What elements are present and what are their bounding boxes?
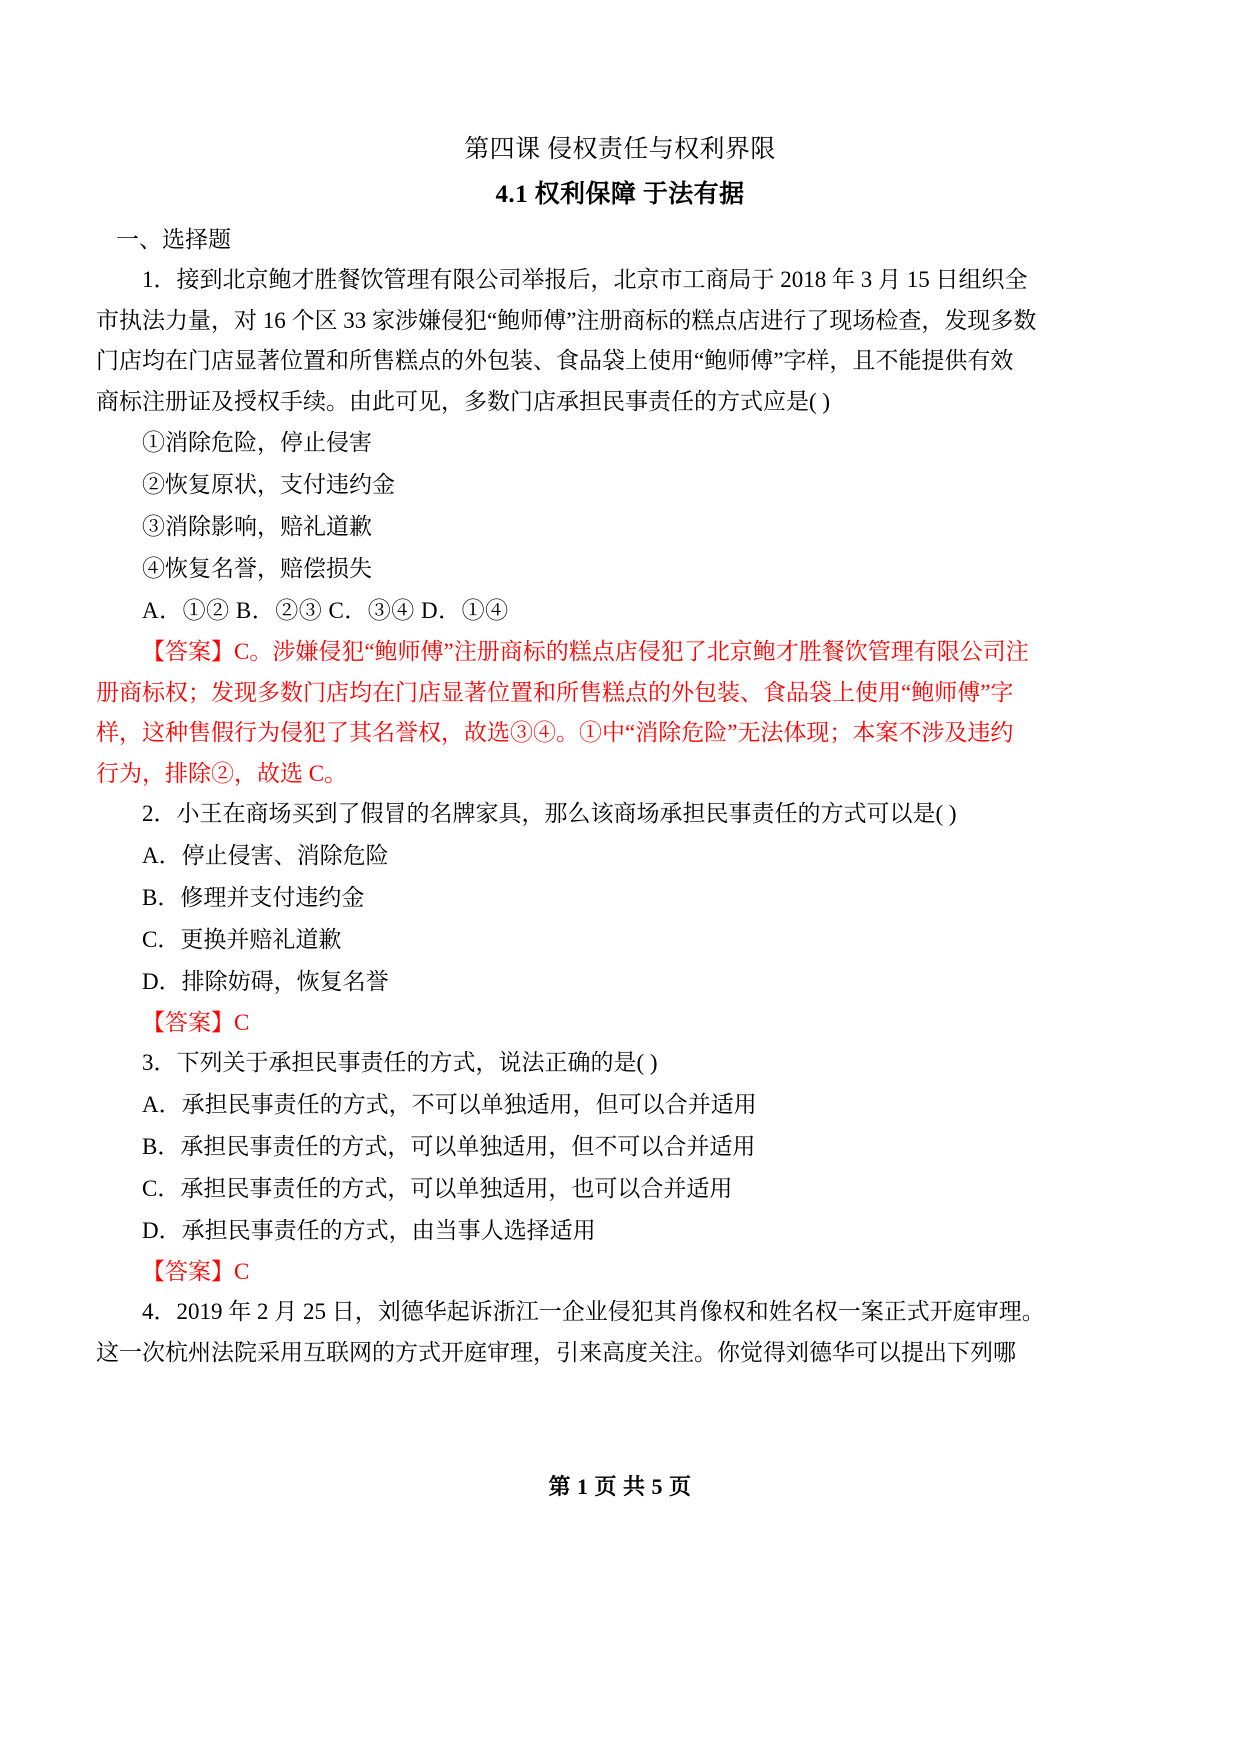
question-stem-line: 2．小王在商场买到了假冒的名牌家具，那么该商场承担民事责任的方式可以是( ) <box>142 801 957 826</box>
question-block-3 <box>96 1043 1144 1292</box>
question-block-4 <box>96 1292 1144 1373</box>
answer-line: 【答案】C。涉嫌侵犯“鲍师傅”注册商标的糕点店侵犯了北京鲍才胜餐饮管理有限公司注 <box>142 639 1029 664</box>
numbered-option: ④恢复名誉，赔偿损失 <box>142 556 372 581</box>
question-block-1 <box>96 260 1144 794</box>
document-title: 第四课 侵权责任与权利界限 <box>464 136 776 163</box>
lettered-option: D．排除妨碍，恢复名誉 <box>142 968 389 994</box>
lettered-option: B．修理并支付违约金 <box>142 884 365 910</box>
answer-line: 样，这种售假行为侵犯了其名誉权，故选③④。①中“消除危险”无法体现；本案不涉及违约 <box>96 720 1014 745</box>
answer-line: 【答案】C <box>142 1009 250 1035</box>
section-heading-multiple-choice: 一、选择题 <box>116 227 231 252</box>
question-stem-line: 商标注册证及授权手续。由此可见，多数门店承担民事责任的方式应是( ) <box>96 388 831 414</box>
question-block-2 <box>96 794 1144 1043</box>
lettered-option: C．更换并赔礼道歉 <box>142 926 342 952</box>
lettered-option: C．承担民事责任的方式，可以单独适用，也可以合并适用 <box>142 1175 733 1201</box>
answer-line: 【答案】C <box>142 1258 250 1284</box>
question-stem-line: 1．接到北京鲍才胜餐饮管理有限公司举报后，北京市工商局于 2018 年 3 月 15 日组织全 <box>142 267 1028 292</box>
numbered-option: ①消除危险，停止侵害 <box>142 430 372 455</box>
question-stem-line: 市执法力量，对 16 个区 33 家涉嫌侵犯“鲍师傅”注册商标的糕点店进行了现场检查，发现多数 <box>96 307 1037 333</box>
answer-line: 册商标权；发现多数门店均在门店显著位置和所售糕点的外包装、食品袋上使用“鲍师傅”字 <box>96 679 1014 705</box>
lettered-option: A．承担民事责任的方式，不可以单独适用，但可以合并适用 <box>142 1091 757 1117</box>
page-content <box>96 128 1144 1373</box>
question-stem-line: 这一次杭州法院采用互联网的方式开庭审理，引来高度关注。你觉得刘德华可以提出下列哪 <box>96 1339 1016 1365</box>
lettered-option: B．承担民事责任的方式，可以单独适用，但不可以合并适用 <box>142 1133 756 1159</box>
question-stem-line: 门店均在门店显著位置和所售糕点的外包装、食品袋上使用“鲍师傅”字样，且不能提供有效 <box>96 348 1014 373</box>
page-footer: 第 1 页 共 5 页 <box>548 1474 692 1499</box>
lettered-option: A．停止侵害、消除危险 <box>142 842 389 868</box>
answer-line: 行为，排除②，故选 C。 <box>96 760 348 786</box>
choice-row: A．①② B．②③ C．③④ D．①④ <box>142 598 509 623</box>
question-stem-line: 3．下列关于承担民事责任的方式，说法正确的是( ) <box>142 1050 658 1075</box>
lettered-option: D．承担民事责任的方式，由当事人选择适用 <box>142 1217 596 1243</box>
document-subtitle: 4.1 权利保障 于法有据 <box>495 181 745 208</box>
question-stem-line: 4．2019 年 2 月 25 日，刘德华起诉浙江一企业侵犯其肖像权和姓名权一案正式开庭审理。 <box>142 1299 1045 1324</box>
numbered-option: ②恢复原状，支付违约金 <box>142 472 395 497</box>
numbered-option: ③消除影响，赔礼道歉 <box>142 514 372 539</box>
